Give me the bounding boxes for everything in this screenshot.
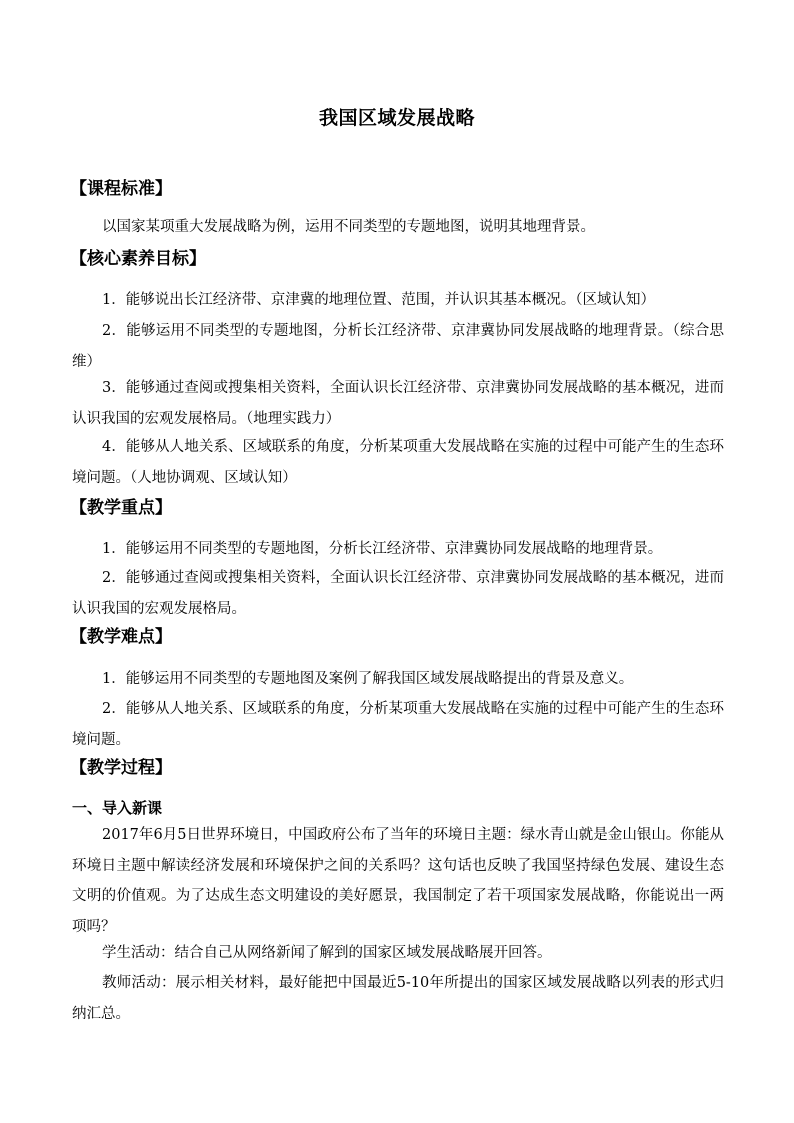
- heading-teaching-focus: 【教学重点】: [70, 498, 172, 518]
- paragraph-teacher-activity: 教师活动：展示相关材料，最好能把中国最近5-10年所提出的国家区域发展战略以列表的形式归纳汇总。: [72, 975, 724, 1022]
- paragraph-student-activity: 学生活动：结合自己从网络新闻了解到的国家区域发展战略展开回答。: [102, 945, 552, 961]
- paragraph-teaching-difficulty-2: 2．能够从人地关系、区域联系的角度，分析某项重大发展战略在实施的过程中可能产生的生态环境问题。: [72, 701, 724, 748]
- paragraph-core-goal-3: 3．能够通过查阅或搜集相关资料，全面认识长江经济带、京津冀协同发展战略的基本概况，进而认识我国的宏观发展格局。（地理实践力）: [72, 380, 724, 427]
- paragraph-curriculum-standard: 以国家某项重大发展战略为例，运用不同类型的专题地图，说明其地理背景。: [102, 219, 595, 235]
- subheading-introduction: 一、导入新课: [72, 799, 163, 817]
- paragraph-teaching-difficulty-1: 1．能够运用不同类型的专题地图及案例了解我国区域发展战略提出的背景及意义。: [102, 671, 634, 687]
- document-title: 我国区域发展战略: [318, 107, 475, 129]
- paragraph-teaching-focus-2: 2．能够通过查阅或搜集相关资料，全面认识长江经济带、京津冀协同发展战略的基本概况，进而认识我国的宏观发展格局。: [72, 570, 724, 617]
- heading-core-goals: 【核心素养目标】: [70, 249, 206, 269]
- paragraph-core-goal-1: 1．能够说出长江经济带、京津冀的地理位置、范围，并认识其基本概况。（区域认知）: [102, 292, 655, 308]
- heading-teaching-process: 【教学过程】: [70, 758, 172, 778]
- paragraph-introduction: 2017年6月5日世界环境日，中国政府公布了当年的环境日主题：绿水青山就是金山银山。你能从环境日主题中解读经济发展和环境保护之间的关系吗？这句话也反映了我国坚持绿色发展、建设生态文明的价值观。为了达成生态文明建设的美好愿景，我国制定了若干项国家发展战略，你能说出一两项吗？: [72, 827, 724, 935]
- paragraph-core-goal-2: 2．能够运用不同类型的专题地图，分析长江经济带、京津冀协同发展战略的地理背景。（综合思维）: [72, 323, 724, 370]
- paragraph-core-goal-4: 4．能够从人地关系、区域联系的角度，分析某项重大发展战略在实施的过程中可能产生的生态环境问题。（人地协调观、区域认知）: [72, 439, 724, 486]
- heading-teaching-difficulty: 【教学难点】: [70, 627, 172, 647]
- heading-curriculum-standard: 【课程标准】: [70, 179, 172, 199]
- paragraph-teaching-focus-1: 1．能够运用不同类型的专题地图，分析长江经济带、京津冀协同发展战略的地理背景。: [102, 541, 663, 557]
